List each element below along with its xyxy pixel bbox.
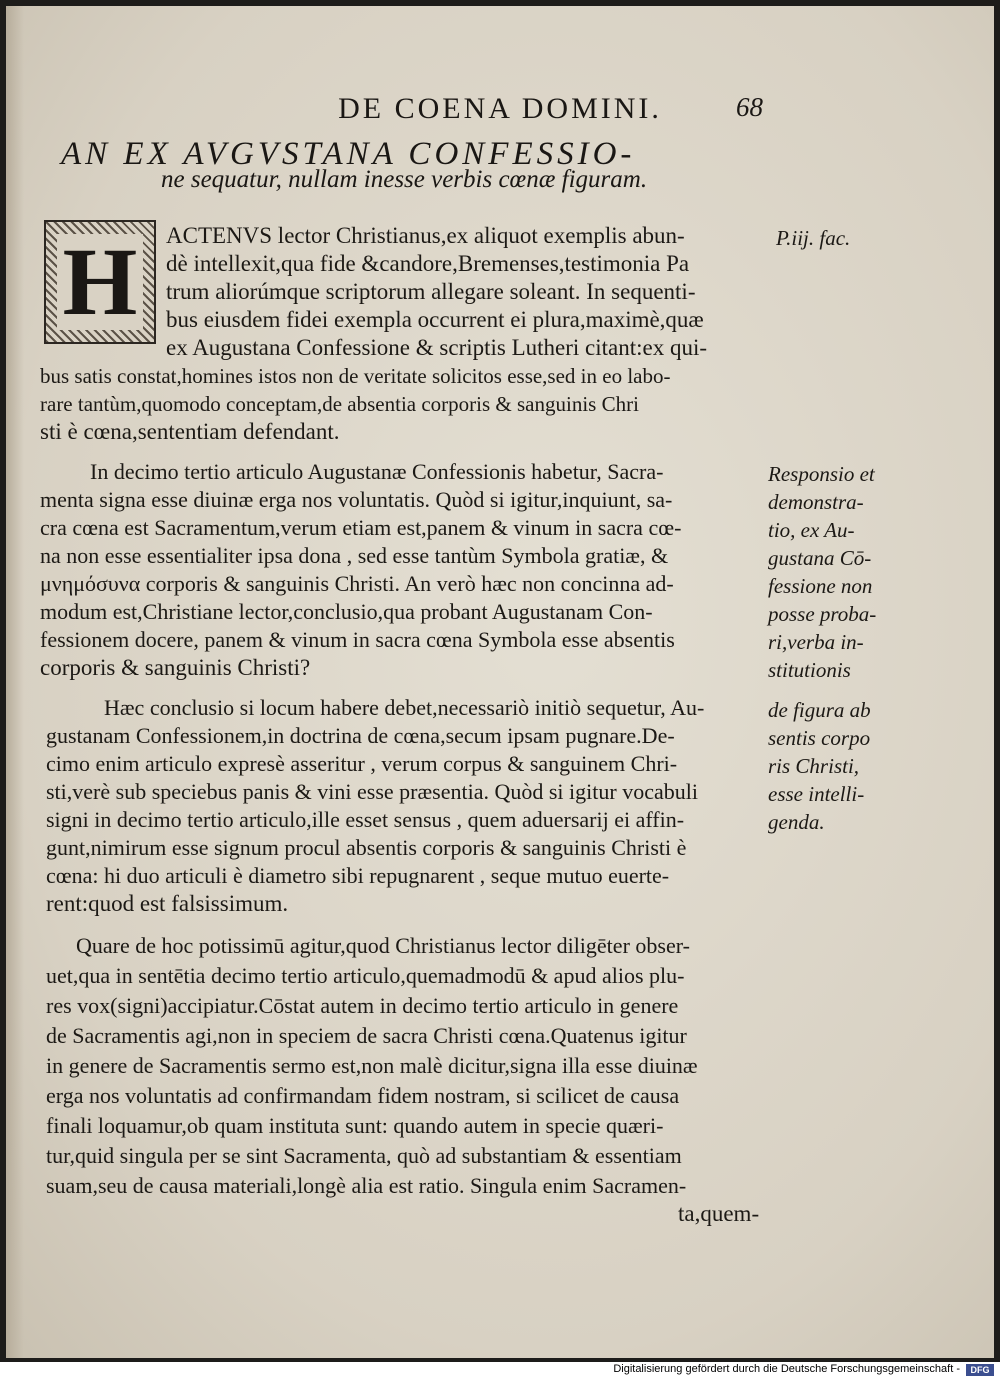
- text-line: signi in decimo tertio articulo,ille esset sensus , quem aduersarij ei affin-: [46, 807, 685, 832]
- margin-note: gustana Cō-: [768, 546, 872, 570]
- text-line: corporis & sanguinis Christi?: [40, 655, 311, 680]
- text-line: suam,seu de causa materiali,longè alia est ratio. Singula enim Sacramen-: [46, 1173, 687, 1198]
- margin-note: ris Christi,: [768, 754, 860, 778]
- book-page: [6, 6, 994, 1358]
- margin-note: sentis corpo: [768, 726, 871, 750]
- catchword: ta,quem-: [678, 1201, 760, 1226]
- text-line: in genere de Sacramentis sermo est,non malè dicitur,signa illa esse diuinæ: [46, 1053, 698, 1078]
- text-line: de Sacramentis agi,non in speciem de sacra Christi cœna.Quatenus igitur: [46, 1023, 687, 1048]
- dfg-logo: DFG: [966, 1364, 994, 1376]
- margin-note: stitutionis: [768, 658, 851, 682]
- text-line: sti,verè sub speciebus panis & vini esse præsentia. Quòd si igitur vocabuli: [46, 779, 698, 804]
- text-line: na non esse essentialiter ipsa dona , sed esse tantùm Symbola gratiæ, &: [40, 543, 669, 568]
- text-line: rare tantùm,quomodo conceptam,de absentia corporis & sanguinis Chri: [40, 392, 639, 416]
- margin-note: fessione non: [768, 574, 873, 598]
- text-line: gustanam Confessionem,in doctrina de cœna,secum ipsam pugnare.De-: [46, 723, 675, 748]
- text-line: Hæc conclusio si locum habere debet,necessariò initiò sequetur, Au-: [104, 695, 705, 720]
- running-head: DE COENA DOMINI.: [338, 92, 662, 125]
- text-line: uet,qua in sentētia decimo tertio articulo,quemadmodū & apud alios plu-: [46, 963, 685, 988]
- page-number: 68: [736, 92, 763, 122]
- decorated-initial: [44, 220, 156, 344]
- text-line: gunt,nimirum esse signum procul absentis corporis & sanguinis Christi è: [46, 835, 687, 860]
- text-line: Quare de hoc potissimū agitur,quod Christianus lector diligēter obser-: [76, 933, 690, 958]
- margin-note: de figura ab: [768, 698, 871, 722]
- margin-note: posse proba-: [768, 602, 877, 626]
- text-line: rent:quod est falsissimum.: [46, 891, 289, 916]
- text-line: cœna: hi duo articuli è diametro sibi repugnarent , seque mutuo euerte-: [46, 863, 670, 888]
- text-line: cimo enim articulo expresè asseritur , verum corpus & sanguinem Chri-: [46, 751, 678, 776]
- initial-letter: H: [57, 234, 144, 330]
- funding-credit: Digitalisierung gefördert durch die Deutsche Forschungsgemeinschaft -: [613, 1363, 960, 1375]
- text-line: finali loquamur,ob quam instituta sunt: quando autem in specie quæri-: [46, 1113, 664, 1138]
- text-line: ex Augustana Confessione & scriptis Lutheri citant:ex qui-: [166, 335, 708, 360]
- text-line: cra cœna est Sacramentum,verum etiam est,panem & vinum in sacra cœ-: [40, 515, 682, 540]
- text-line: fessionem docere, panem & vinum in sacra cœna Symbola esse absentis: [40, 627, 675, 652]
- page-binding-shadow: [6, 6, 24, 1358]
- margin-note: demonstra-: [768, 490, 864, 514]
- text-line: erga nos voluntatis ad confirmandam fidem nostram, si scilicet de causa: [46, 1083, 680, 1108]
- margin-note: ri,verba in-: [768, 630, 864, 654]
- chapter-subtitle: ne sequatur, nullam inesse verbis cœnæ figuram.: [161, 166, 648, 193]
- text-line: trum aliorúmque scriptorum allegare soleant. In sequenti-: [166, 279, 696, 304]
- text-line: bus eiusdem fidei exempla occurrent ei plura,maximè,quæ: [166, 307, 704, 332]
- margin-note: P.iij. fac.: [776, 226, 851, 250]
- text-line: res vox(signi)accipiatur.Cōstat autem in decimo tertio articulo in genere: [46, 993, 679, 1018]
- margin-note: tio, ex Au-: [768, 518, 855, 542]
- text-line: μνημόσυνα corporis & sanguinis Christi. An verò hæc non concinna ad-: [40, 571, 674, 596]
- margin-note: Responsio et: [768, 462, 875, 486]
- text-line: In decimo tertio articulo Augustanæ Confessionis habetur, Sacra-: [90, 459, 664, 484]
- text-line: menta signa esse diuinæ erga nos voluntatis. Quòd si igitur,inquiunt, sa-: [40, 487, 673, 512]
- text-line: ACTENVS lector Christianus,ex aliquot exemplis abun-: [166, 223, 685, 248]
- text-line: sti è cœna,sententiam defendant.: [40, 419, 340, 444]
- text-line: tur,quid singula per se sint Sacramenta, quò ad substantiam & essentiam: [46, 1143, 682, 1168]
- text-line: bus satis constat,homines istos non de veritate solicitos esse,sed in eo labo-: [40, 364, 671, 388]
- text-line: dè intellexit,qua fide &candore,Bremenses,testimonia Pa: [166, 251, 690, 276]
- margin-note: esse intelli-: [768, 782, 865, 806]
- chapter-title: AN EX AVGVSTANA CONFESSIO-: [61, 136, 636, 172]
- text-line: modum est,Christiane lector,conclusio,qua probant Augustanam Con-: [40, 599, 653, 624]
- margin-note: genda.: [768, 810, 825, 834]
